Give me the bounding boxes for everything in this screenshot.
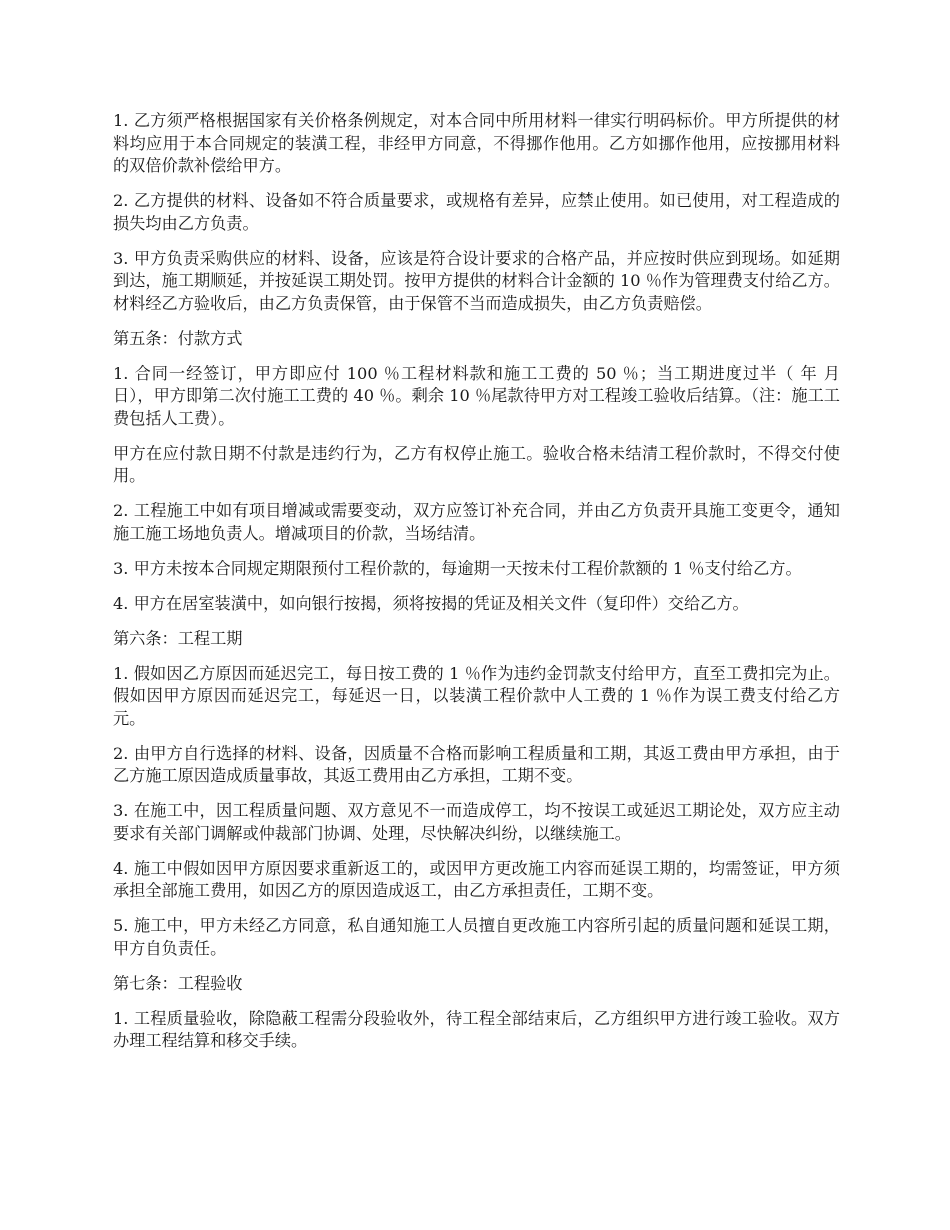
clause-paragraph: 1. 假如因乙方原因而延迟完工，每日按工费的 1 ％作为违约金罚款支付给甲方，直至工费扣完为止。假如因甲方原因而延迟完工，每延迟一日，以装潢工程价款中人工费的 1 ％作为误工费支付给乙方 元。	[113, 663, 840, 728]
clause-paragraph: 3. 甲方未按本合同规定期限预付工程价款的，每逾期一天按未付工程价款额的 1 ％支付给乙方。	[113, 558, 802, 578]
section-heading-acceptance: 第七条：工程验收	[113, 973, 243, 993]
section-heading-payment: 第五条：付款方式	[113, 328, 243, 348]
clause-paragraph: 5. 施工中，甲方未经乙方同意，私自通知施工人员擅自更改施工内容所引起的质量问题和延误工期，甲方自负责任。	[113, 916, 840, 958]
clause-paragraph: 3. 在施工中，因工程质量问题、双方意见不一而造成停工，均不按误工或延迟工期论处，双方应主动要求有关部门调解或仲裁部门协调、处理，尽快解决纠纷，以继续施工。	[113, 801, 840, 843]
clause-paragraph: 4. 甲方在居室装潢中，如向银行按揭，须将按揭的凭证及相关文件（复印件）交给乙方。	[113, 593, 749, 613]
section-heading-schedule: 第六条：工程工期	[113, 628, 243, 648]
clause-paragraph: 3. 甲方负责采购供应的材料、设备，应该是符合设计要求的合格产品，并应按时供应到现场。如延期到达，施工期顺延，并按延误工期处罚。按甲方提供的材料合计金额的 10 ％作为管理费支付给乙方。材料经乙方验收后，由乙方负责保管，由于保管不当而造成损失，由乙方负责赔偿。	[113, 248, 840, 313]
clause-paragraph: 2. 乙方提供的材料、设备如不符合质量要求，或规格有差异，应禁止使用。如已使用，对工程造成的损失均由乙方负责。	[113, 191, 840, 233]
clause-paragraph: 甲方在应付款日期不付款是违约行为，乙方有权停止施工。验收合格未结清工程价款时，不得交付使用。	[113, 443, 840, 485]
document-body	[113, 110, 840, 1053]
clause-paragraph: 2. 工程施工中如有项目增减或需要变动，双方应签订补充合同，并由乙方负责开具施工变更令，通知施工施工场地负责人。增减项目的价款，当场结清。	[113, 501, 840, 543]
clause-paragraph: 1. 合同一经签订，甲方即应付 100 ％工程材料款和施工工费的 50 ％；当工期进度过半（ 年 月 日），甲方即第二次付施工工费的 40 ％。剩余 10 ％尾款待甲方对工程竣工验收后结算。（注：施工工费包括人工费）。	[113, 363, 840, 428]
clause-paragraph: 1. 乙方须严格根据国家有关价格条例规定，对本合同中所用材料一律实行明码标价。甲方所提供的材料均应用于本合同规定的装潢工程，非经甲方同意，不得挪作他用。乙方如挪作他用，应按挪用材料的双倍价款补偿给甲方。	[113, 111, 840, 175]
clause-paragraph: 4. 施工中假如因甲方原因要求重新返工的，或因甲方更改施工内容而延误工期的，均需签证，甲方须承担全部施工费用，如因乙方的原因造成返工，由乙方承担责任，工期不变。	[113, 858, 840, 900]
clause-paragraph: 2. 由甲方自行选择的材料、设备，因质量不合格而影响工程质量和工期，其返工费由甲方承担，由于乙方施工原因造成质量事故，其返工费用由乙方承担，工期不变。	[113, 743, 840, 785]
clause-paragraph: 1. 工程质量验收，除隐蔽工程需分段验收外，待工程全部结束后，乙方组织甲方进行竣工验收。双方办理工程结算和移交手续。	[113, 1008, 840, 1050]
